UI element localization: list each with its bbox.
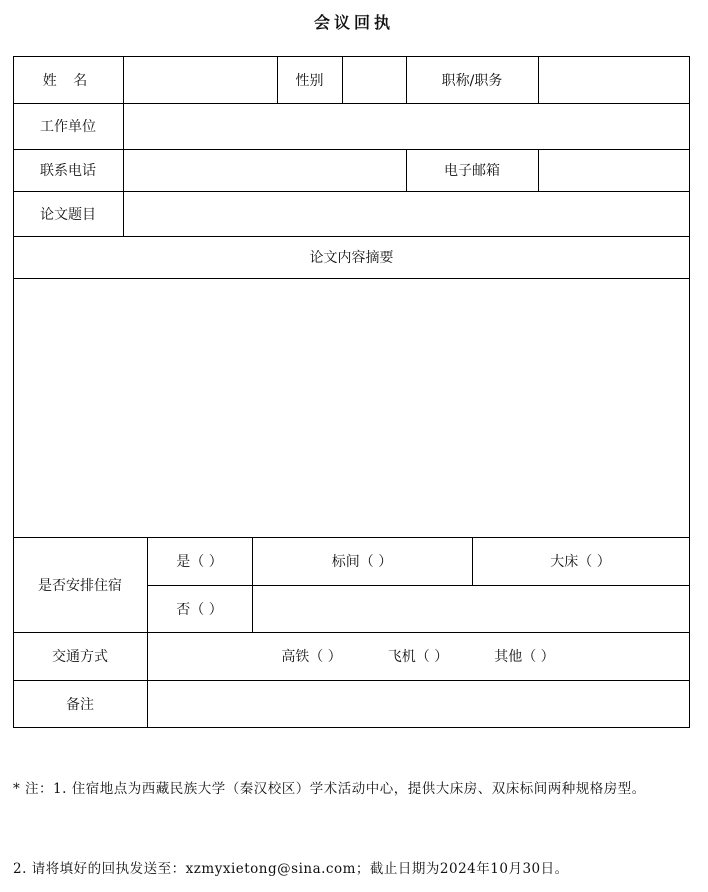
transport-label: 交通方式 [52,649,108,665]
paper-title-field[interactable] [124,192,689,236]
table-border-right [689,56,690,728]
phone-label: 联系电话 [40,163,96,179]
page-title: 会议回执 [313,13,394,32]
note-submission: 2. 请将填好的回执发送至：xzmyxietong@sina.com；截止日期为2024年10月30日。 [13,861,569,877]
paper-title-label: 论文题目 [40,206,96,223]
lodging-double-bed-option[interactable]: 大床（ ） [550,554,611,570]
name-label: 姓 名 [42,73,94,89]
transport-rail-option[interactable]: 高铁（ ） [281,649,342,665]
email-label: 电子邮箱 [444,163,500,179]
lodging-no-option[interactable]: 否（ ） [176,601,223,618]
workplace-label: 工作单位 [40,119,96,135]
abstract-label: 论文内容摘要 [309,250,394,266]
workplace-field[interactable] [124,104,689,149]
name-field[interactable] [124,57,277,103]
lodging-blank-field[interactable] [253,586,689,632]
gender-label: 性别 [295,73,324,89]
gender-field[interactable] [343,57,406,103]
abstract-field[interactable] [14,279,689,537]
title-position-field[interactable] [539,57,689,103]
transport-air-option[interactable]: 飞机（ ） [387,649,449,665]
phone-field[interactable] [124,150,406,191]
lodging-yes-option[interactable]: 是（ ） [176,554,223,570]
title-position-label: 职称/职务 [441,73,503,89]
remarks-label: 备注 [66,696,94,713]
lodging-label: 是否安排住宿 [38,577,122,594]
lodging-twin-room-option[interactable]: 标间（ ） [331,554,393,570]
note-lodging: * 注：1. 住宿地点为西藏民族大学（秦汉校区）学术活动中心，提供大床房、双床标间两种规格房型。 [13,781,646,797]
transport-options [147,632,689,680]
table-border-bottom [13,727,690,728]
email-field[interactable] [539,150,689,191]
transport-other-option[interactable]: 其他（ ） [494,649,555,665]
remarks-field[interactable] [148,681,689,727]
